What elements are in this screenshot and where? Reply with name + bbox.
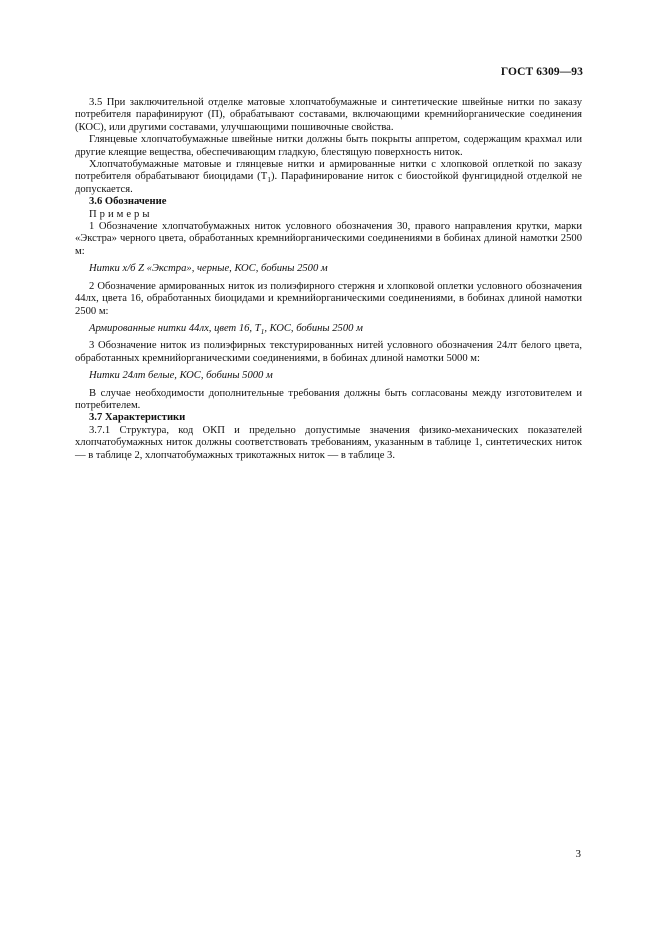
subscript-t1: 1 xyxy=(267,175,271,185)
examples-label: Примеры xyxy=(89,208,153,220)
paragraph-3-6-end: В случае необходимости дополнительные требования должны быть согласованы между изготовителем и потребителем. xyxy=(75,387,582,411)
example-2-designation xyxy=(75,323,582,335)
paragraph-3-7-1: 3.7.1 Структура, код ОКП и предельно допустимые значения физико-механических показателей хлопчатобумажных ниток должны соответствовать требованиям, указанным в таблице 1, синтетических ниток — в таблице 2, хлопчатобумажных трикотажных ниток — в таблице 3. xyxy=(75,424,582,461)
example-1-designation: Нитки х/б Z «Экстра», черные, КОС, бобины 2500 м xyxy=(89,263,328,275)
page-number: 3 xyxy=(575,848,581,860)
document-id-header: ГОСТ 6309—93 xyxy=(500,66,583,78)
paragraph-3-5-c xyxy=(75,159,582,196)
document-body xyxy=(75,97,582,462)
example-3-description: 3 Обозначение ниток из полиэфирных текстурированных нитей условного обозначения 24лт белого цвета, обработанных кремнийорганическими соединениями, в бобинах длиной намотки 5000 м: xyxy=(75,340,582,364)
example-1-description: 1 Обозначение хлопчатобумажных ниток условного обозначения 30, правого направления крутки, марки «Экстра» черного цвета, обработанных кремнийорганическими соединениями в бобинах длиной намотки 2500 м: xyxy=(75,221,582,257)
example-2-description: 2 Обозначение армированных ниток из полиэфирного стержня и хлопковой оплетки условного обозначения 44лх, цвета 16, обработанных биоцидами и кремнийорганическими соединениями, в бобинах длиной намотки 2500 м: xyxy=(75,280,582,317)
example-2-designation-before: Армированные нитки 44лх, цвет 16, Т xyxy=(89,322,261,334)
example-3-designation: Нитки 24лт белые, КОС, бобины 5000 м xyxy=(89,370,273,382)
paragraph-3-5-c-before: Хлопчатобумажные матовые и глянцевые нитки и армированные нитки с хлопковой оплеткой по заказу потребителя обрабатывают биоцидами (Т xyxy=(75,159,582,183)
example-2-designation-after: , КОС, бобины 2500 м xyxy=(264,322,363,334)
paragraph-3-5-c-after: ). Парафинирование ниток с биостойкой фунгицидной отделкой не допускается. xyxy=(75,171,582,195)
paragraph-3-5-a: 3.5 При заключительной отделке матовые хлопчатобумажные и синтетические швейные нитки по заказу потребителя парафинируют (П), обрабатывают составами, включающими кремнийорганические соединения (КОС), или другими составами, улучшающими пошивочные свойства. xyxy=(75,97,582,133)
paragraph-3-5-b: Глянцевые хлопчатобумажные швейные нитки должны быть покрыты аппретом, содержащим крахмал или другие клеящие вещества, обеспечивающим гладкую, блестящую поверхность ниток. xyxy=(75,134,582,158)
example-2-subscript: 1 xyxy=(260,327,265,337)
section-heading-3-7: 3.7 Характеристики xyxy=(89,412,186,424)
section-heading-3-6: 3.6 Обозначение xyxy=(89,196,167,208)
